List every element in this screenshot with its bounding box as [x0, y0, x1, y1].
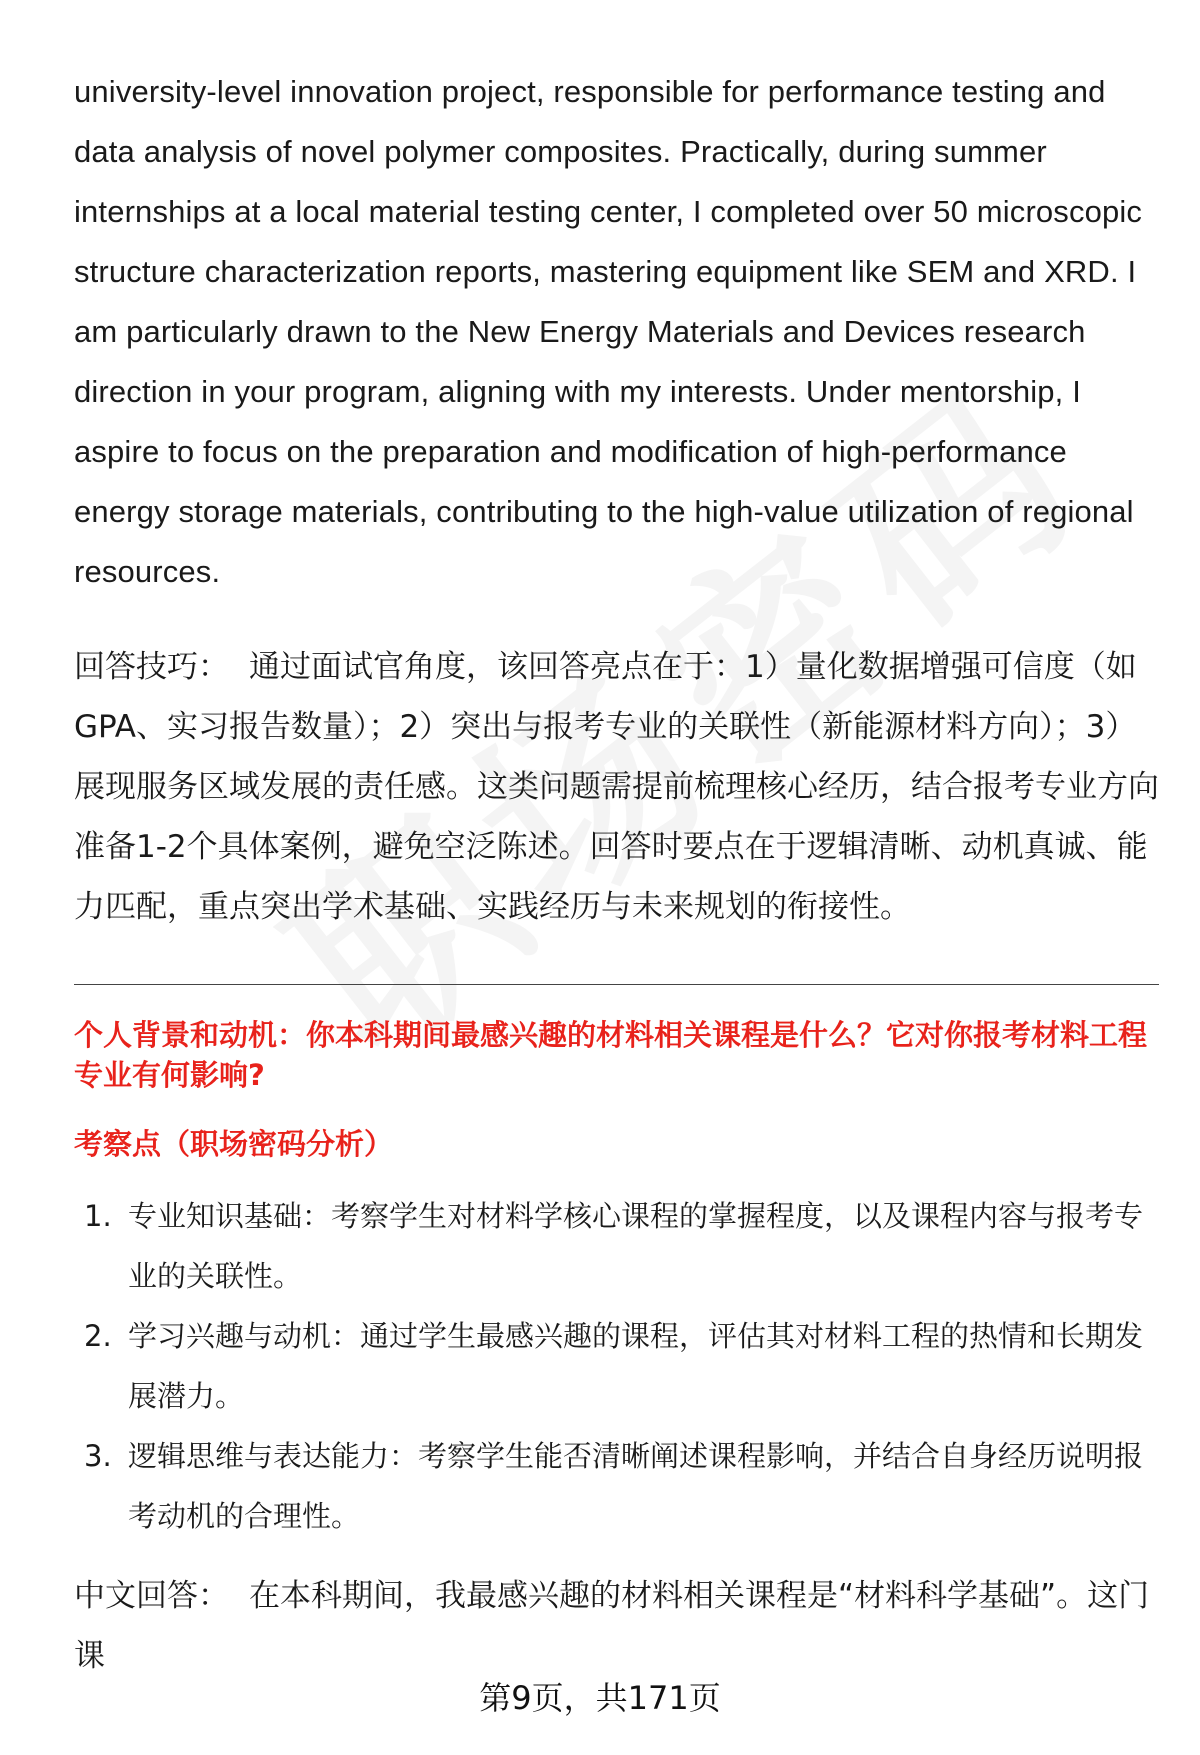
answer-label: 中文回答： [74, 1578, 229, 1614]
list-item [74, 1306, 1159, 1426]
english-answer-paragraph: university-level innovation project, responsible for performance testing and data analysis of novel polymer composites. Practically, during summer internships at a local material testing center, I completed over 50 microscopic structure characterization reports, mastering equipment like SEM and XRD. I am particularly drawn to the New Energy Materials and Devices research direction in your program, aligning with my interests. Under mentorship, I aspire to focus on the preparation and modification of high-performance energy storage materials, contributing to the high-value utilization of regional resources. [74, 74, 1143, 589]
tips-paragraph [74, 637, 1159, 937]
list-item-text: 逻辑思维与表达能力：考察学生能否清晰阐述课程影响，并结合自身经历说明报考动机的合理性。 [128, 1439, 1144, 1533]
analysis-points-list [74, 1186, 1159, 1546]
page-number-footer: 第9页，共171页 [479, 1679, 721, 1717]
list-item-text: 专业知识基础：考察学生对材料学核心课程的掌握程度，以及课程内容与报考专业的关联性。 [128, 1199, 1144, 1293]
list-item [74, 1186, 1159, 1306]
chinese-answer-paragraph [74, 1566, 1159, 1686]
question-heading: 个人背景和动机：你本科期间最感兴趣的材料相关课程是什么？它对你报考材料工程专业有何影响? [74, 1018, 1148, 1092]
answer-text: 在本科期间，我最感兴趣的材料相关课程是“材料科学基础”。这门课 [74, 1578, 1150, 1674]
list-item-text: 学习兴趣与动机：通过学生最感兴趣的课程，评估其对材料工程的热情和长期发展潜力。 [128, 1319, 1144, 1413]
analysis-title: 考察点（职场密码分析） [74, 1127, 394, 1161]
list-item-number: 1. [84, 1199, 112, 1233]
tips-label: 回答技巧： [74, 649, 229, 685]
list-item [74, 1426, 1159, 1546]
list-item-number: 2. [84, 1319, 112, 1353]
section-divider [74, 984, 1159, 985]
document-page [74, 62, 1159, 1686]
list-item-number: 3. [84, 1439, 112, 1473]
tips-text: 通过面试官角度，该回答亮点在于：1）量化数据增强可信度（如GPA、实习报告数量）；2）突出与报考专业的关联性（新能源材料方向）；3）展现服务区域发展的责任感。这类问题需提前梳理核心经历，结合报考专业方向准备1-2个具体案例，避免空泛陈述。回答时要点在于逻辑清晰、动机真诚、能力匹配，重点突出学术基础、实践经历与未来规划的衔接性。 [74, 649, 1159, 925]
